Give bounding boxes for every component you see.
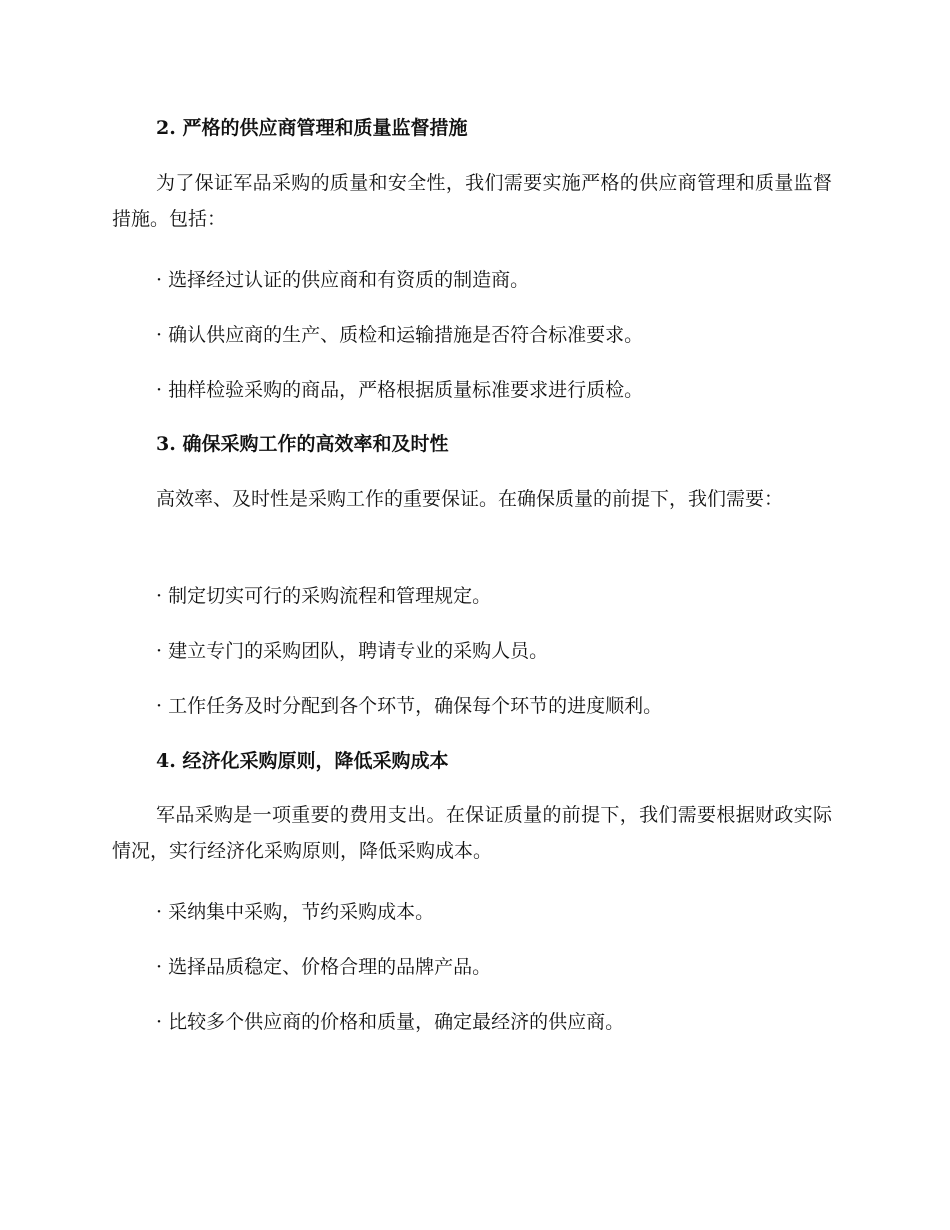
section-heading: 2. 严格的供应商管理和质量监督措施 [156,117,468,139]
bullet-item: · 采纳集中采购，节约采购成本。 [156,901,435,923]
bullet-item: · 工作任务及时分配到各个环节，确保每个环节的进度顺利。 [156,695,663,717]
bullet-item: · 抽样检验采购的商品，严格根据质量标准要求进行质检。 [156,379,644,401]
bullet-item: · 选择品质稳定、价格合理的品牌产品。 [156,956,492,978]
bullet-item: · 确认供应商的生产、质检和运输措施是否符合标准要求。 [156,324,644,346]
bullet-item: · 选择经过认证的供应商和有资质的制造商。 [156,269,530,291]
bullet-item: · 建立专门的采购团队，聘请专业的采购人员。 [156,640,549,662]
bullet-item: · 制定切实可行的采购流程和管理规定。 [156,585,492,607]
section-heading: 3. 确保采购工作的高效率和及时性 [156,433,449,455]
bullet-item: · 比较多个供应商的价格和质量，确定最经济的供应商。 [156,1011,625,1033]
section-paragraph: 军品采购是一项重要的费用支出。在保证质量的前提下，我们需要根据财政实际情况，实行经济化采购原则，降低采购成本。 [112,804,832,862]
section-paragraph: 高效率、及时性是采购工作的重要保证。在确保质量的前提下，我们需要： [156,488,784,510]
section-heading: 4. 经济化采购原则，降低采购成本 [156,750,449,772]
section-paragraph: 为了保证军品采购的质量和安全性，我们需要实施严格的供应商管理和质量监督措施。包括： [112,172,832,230]
